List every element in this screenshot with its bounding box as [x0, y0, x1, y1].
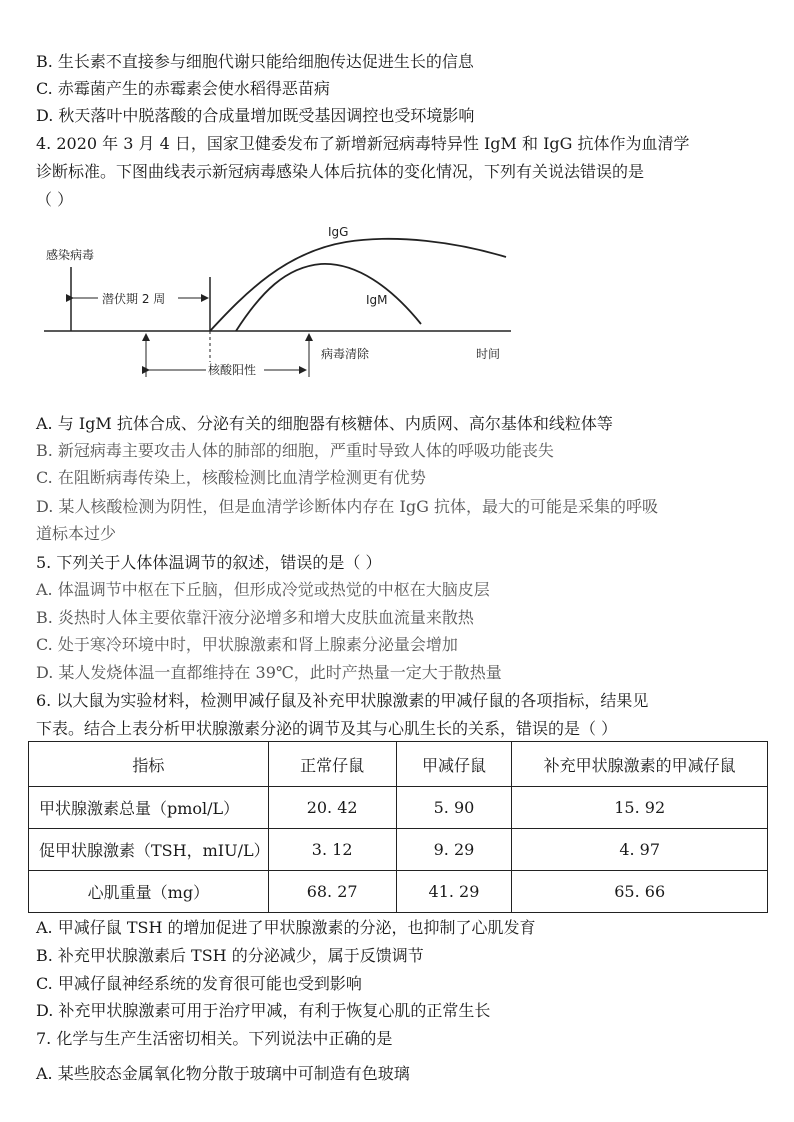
- table-row: [29, 829, 768, 871]
- table-cell: 促甲状腺激素（TSH，mIU/L）: [29, 829, 269, 871]
- q5-option-c: C. 处于寒冷环境中时，甲状腺激素和肾上腺素分泌量会增加: [36, 635, 458, 654]
- table-cell: 41. 29: [396, 871, 512, 913]
- table-cell: 9. 29: [396, 829, 512, 871]
- q5-option-b: B. 炎热时人体主要依靠汗液分泌增多和增大皮肤血流量来散热: [36, 608, 474, 627]
- q6-option-d: D. 补充甲状腺激素可用于治疗甲减，有利于恢复心肌的正常生长: [36, 1001, 491, 1020]
- label-igg: IgG: [328, 225, 349, 239]
- table-row: [29, 787, 768, 829]
- q6-option-b: B. 补充甲状腺激素后 TSH 的分泌减少，属于反馈调节: [36, 946, 424, 965]
- label-virus-clear: 病毒清除: [321, 347, 370, 361]
- option-b-q3: B. 生长素不直接参与细胞代谢只能给细胞传达促进生长的信息: [36, 52, 474, 71]
- table-cell: 15. 92: [512, 787, 768, 829]
- label-time: 时间: [476, 347, 501, 361]
- question-4-answer-blank: （ ）: [36, 190, 74, 209]
- option-d-q3: D. 秋天落叶中脱落酸的合成量增加既受基因调控也受环境影响: [36, 106, 475, 125]
- q4-option-d: D. 某人核酸检测为阴性，但是血清学诊断体内存在 IgG 抗体，最大的可能是采集的呼吸: [36, 497, 658, 516]
- q6-option-a: A. 甲减仔鼠 TSH 的增加促进了甲状腺激素的分泌，也抑制了心肌发育: [36, 918, 536, 937]
- q4-option-b: B. 新冠病毒主要攻击人体的肺部的细胞，严重时导致人体的呼吸功能丧失: [36, 441, 554, 460]
- q6-option-c: C. 甲减仔鼠神经系统的发育很可能也受到影响: [36, 974, 362, 993]
- igg-curve: [210, 239, 506, 331]
- q5-option-d: D. 某人发烧体温一直都维持在 39℃，此时产热量一定大于散热量: [36, 663, 502, 682]
- question-7-stem: 7. 化学与生产生活密切相关。下列说法中正确的是: [36, 1029, 393, 1048]
- label-latent: 潜伏期 2 周: [102, 292, 166, 306]
- label-nucleic-positive: 核酸阳性: [208, 363, 257, 377]
- q4-option-a: A. 与 IgM 抗体合成、分泌有关的细胞器有核糖体、内质网、高尔基体和线粒体等: [36, 414, 613, 433]
- table-cell: 3. 12: [268, 829, 396, 871]
- antibody-curve-figure: [36, 212, 556, 390]
- q4-option-d-cont: 道标本过少: [36, 524, 117, 543]
- table-cell: 4. 97: [512, 829, 768, 871]
- table-cell: 68. 27: [268, 871, 396, 913]
- table-cell: 20. 42: [268, 787, 396, 829]
- q5-option-a: A. 体温调节中枢在下丘脑，但形成冷觉或热觉的中枢在大脑皮层: [36, 580, 490, 599]
- table-cell: 5. 90: [396, 787, 512, 829]
- table-header-row: [29, 742, 768, 787]
- question-6-stem-line1: 6. 以大鼠为实验材料，检测甲减仔鼠及补充甲状腺激素的甲减仔鼠的各项指标，结果见: [36, 691, 649, 710]
- option-c-q3: C. 赤霉菌产生的赤霉素会使水稻得恶苗病: [36, 79, 330, 98]
- label-infection: 感染病毒: [46, 248, 95, 262]
- label-igm: IgM: [366, 293, 388, 307]
- question-4-stem-line1: 4. 2020 年 3 月 4 日，国家卫健委发布了新增新冠病毒特异性 IgM 和 IgG 抗体作为血清学: [36, 134, 690, 153]
- table-cell: 65. 66: [512, 871, 768, 913]
- data-table: [28, 741, 768, 913]
- q7-option-a: A. 某些胶态金属氧化物分散于玻璃中可制造有色玻璃: [36, 1064, 410, 1083]
- table-row: [29, 871, 768, 913]
- table-cell: 甲状腺激素总量（pmol/L）: [29, 787, 269, 829]
- question-4-stem-line2: 诊断标准。下图曲线表示新冠病毒感染人体后抗体的变化情况，下列有关说法错误的是: [36, 162, 645, 181]
- igm-curve: [236, 264, 421, 331]
- table-header: 补充甲状腺激素的甲减仔鼠: [512, 742, 768, 787]
- table-cell: 心肌重量（mg）: [29, 871, 269, 913]
- table-header: 指标: [29, 742, 269, 787]
- question-6-stem-line2: 下表。结合上表分析甲状腺激素分泌的调节及其与心肌生长的关系，错误的是（ ）: [36, 719, 618, 738]
- q4-option-c: C. 在阻断病毒传染上，核酸检测比血清学检测更有优势: [36, 468, 426, 487]
- table-header: 正常仔鼠: [268, 742, 396, 787]
- table-header: 甲减仔鼠: [396, 742, 512, 787]
- question-5-stem: 5. 下列关于人体体温调节的叙述，错误的是（ ）: [36, 553, 382, 572]
